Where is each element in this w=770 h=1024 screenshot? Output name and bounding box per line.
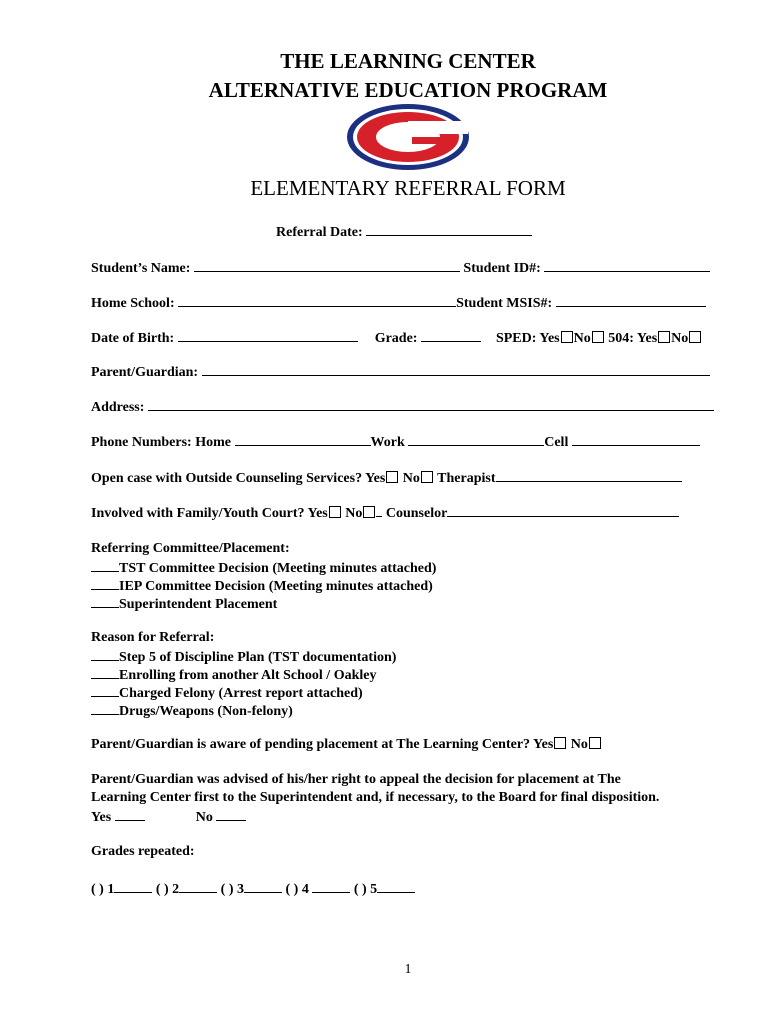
referral-date-row xyxy=(276,222,532,242)
committee-option-blank[interactable] xyxy=(91,594,119,608)
home-school-field[interactable] xyxy=(178,293,456,307)
grade-option-checkbox[interactable]: ( ) xyxy=(285,882,299,897)
advised-yes-field[interactable] xyxy=(115,807,145,821)
committee-option[interactable] xyxy=(91,558,436,578)
reason-option[interactable] xyxy=(91,665,376,685)
committee-option-label: IEP Committee Decision (Meeting minutes attached) xyxy=(119,579,433,594)
phone-cell-label: Cell xyxy=(544,435,569,450)
family-court-no-label: No xyxy=(345,506,363,521)
grade-option-label: 4 xyxy=(301,882,309,897)
sped-label: SPED: xyxy=(495,331,537,346)
grade-option-field[interactable] xyxy=(114,879,152,893)
grade-option-checkbox[interactable]: ( ) xyxy=(91,882,104,897)
student-msis-field[interactable] xyxy=(556,293,706,307)
grade-option-label: 2 xyxy=(172,882,180,897)
grades-row xyxy=(91,879,415,899)
committee-heading: Referring Committee/Placement: xyxy=(91,541,290,556)
committee-option[interactable] xyxy=(91,594,277,614)
address-field[interactable] xyxy=(148,397,714,411)
grade-option-label: 5 xyxy=(370,882,378,897)
referral-date-label: Referral Date: xyxy=(276,225,363,240)
phone-cell-field[interactable] xyxy=(572,432,700,446)
counselor-label: Counselor xyxy=(385,506,448,521)
504-no-label: No xyxy=(671,331,689,346)
aware-row xyxy=(91,736,602,754)
family-court-row xyxy=(91,503,679,523)
open-case-label: Open case with Outside Counseling Services? xyxy=(91,471,363,486)
parent-guardian-label: Parent/Guardian: xyxy=(91,365,199,380)
aware-no-checkbox[interactable] xyxy=(589,737,601,749)
parent-guardian-row xyxy=(91,362,710,382)
reason-option[interactable] xyxy=(91,647,396,667)
reason-option-blank[interactable] xyxy=(91,647,119,661)
sped-no-checkbox[interactable] xyxy=(592,331,604,343)
header-line-2: ALTERNATIVE EDUCATION PROGRAM xyxy=(208,78,608,102)
committee-option-blank[interactable] xyxy=(91,558,119,572)
grade-option-field[interactable] xyxy=(244,879,282,893)
form-title: ELEMENTARY REFERRAL FORM xyxy=(250,176,566,200)
school-logo xyxy=(346,103,470,171)
family-court-no-checkbox[interactable] xyxy=(363,506,375,518)
open-case-no-label: No xyxy=(402,471,420,486)
family-court-label: Involved with Family/Youth Court? xyxy=(91,506,305,521)
address-row xyxy=(91,397,714,417)
phone-work-label: Work xyxy=(370,435,405,450)
committee-option-label: Superintendent Placement xyxy=(119,597,278,612)
reason-option[interactable] xyxy=(91,683,363,703)
open-case-yes-label: Yes xyxy=(365,471,386,486)
open-case-yes-checkbox[interactable] xyxy=(386,471,398,483)
sped-no-label: No xyxy=(573,331,591,346)
referral-date-field[interactable] xyxy=(366,222,532,236)
phone-home-field[interactable] xyxy=(235,432,371,446)
header-line-1: THE LEARNING CENTER xyxy=(280,49,536,73)
home-school-row xyxy=(91,293,706,313)
reason-option-blank[interactable] xyxy=(91,683,119,697)
therapist-field[interactable] xyxy=(496,468,682,482)
grade-option-label: 1 xyxy=(107,882,115,897)
advised-line-1: Parent/Guardian was advised of his/her right to appeal the decision for placement at The xyxy=(91,772,621,787)
504-no-checkbox[interactable] xyxy=(689,331,701,343)
counselor-field[interactable] xyxy=(447,503,679,517)
grade-option-checkbox[interactable]: ( ) xyxy=(353,882,367,897)
reason-heading: Reason for Referral: xyxy=(91,630,215,645)
aware-yes-label: Yes xyxy=(533,737,554,752)
grade-option-field[interactable] xyxy=(179,879,217,893)
dob-label: Date of Birth: xyxy=(91,331,175,346)
student-id-field[interactable] xyxy=(544,258,710,272)
student-msis-label: Student MSIS#: xyxy=(456,296,553,311)
reason-option-label: Charged Felony (Arrest report attached) xyxy=(119,686,363,701)
grade-option-checkbox[interactable]: ( ) xyxy=(155,882,169,897)
advised-yes-label: Yes xyxy=(91,810,112,825)
open-case-row xyxy=(91,468,682,488)
student-name-field[interactable] xyxy=(194,258,460,272)
phone-numbers-row xyxy=(91,432,700,452)
parent-guardian-field[interactable] xyxy=(202,362,710,376)
student-name-row xyxy=(91,258,710,278)
advised-line-2: Learning Center first to the Superintendent and, if necessary, to the Board for final disposition. xyxy=(91,790,660,805)
reason-option-blank[interactable] xyxy=(91,701,119,715)
504-label: 504: xyxy=(608,331,634,346)
504-yes-checkbox[interactable] xyxy=(658,331,670,343)
page-number: 1 xyxy=(404,962,412,977)
grade-option-label: 3 xyxy=(236,882,244,897)
committee-option-blank[interactable] xyxy=(91,576,119,590)
address-label: Address: xyxy=(91,400,145,415)
504-yes-label: Yes xyxy=(636,331,658,346)
grade-field[interactable] xyxy=(421,328,481,342)
grade-label: Grade: xyxy=(374,331,418,346)
reason-option-blank[interactable] xyxy=(91,665,119,679)
phone-work-field[interactable] xyxy=(408,432,544,446)
sped-yes-checkbox[interactable] xyxy=(561,331,573,343)
home-school-label: Home School: xyxy=(91,296,175,311)
therapist-label: Therapist xyxy=(437,471,496,486)
dob-row xyxy=(91,328,702,348)
phone-home-label: Phone Numbers: Home xyxy=(91,435,231,450)
grade-option-checkbox[interactable]: ( ) xyxy=(220,882,234,897)
advised-no-field[interactable] xyxy=(216,807,246,821)
advised-answer-row xyxy=(91,807,246,827)
student-id-label: Student ID#: xyxy=(463,261,541,276)
committee-option[interactable] xyxy=(91,576,433,596)
grades-heading: Grades repeated: xyxy=(91,844,195,859)
aware-yes-checkbox[interactable] xyxy=(554,737,566,749)
family-court-yes-checkbox[interactable] xyxy=(329,506,341,518)
reason-option-label: Enrolling from another Alt School / Oakley xyxy=(119,668,377,683)
aware-no-label: No xyxy=(570,737,588,752)
open-case-no-checkbox[interactable] xyxy=(421,471,433,483)
advised-no-label: No xyxy=(195,810,213,825)
family-court-yes-label: Yes xyxy=(307,506,328,521)
grade-option-field[interactable] xyxy=(312,879,350,893)
reason-option-label: Drugs/Weapons (Non-felony) xyxy=(119,704,293,719)
reason-option-label: Step 5 of Discipline Plan (TST documentation) xyxy=(119,650,397,665)
grade-option-field[interactable] xyxy=(377,879,415,893)
sped-yes-label: Yes xyxy=(539,331,560,346)
student-name-label: Student’s Name: xyxy=(91,261,191,276)
dob-field[interactable] xyxy=(178,328,358,342)
reason-option[interactable] xyxy=(91,701,293,721)
committee-option-label: TST Committee Decision (Meeting minutes attached) xyxy=(119,561,437,576)
aware-label: Parent/Guardian is aware of pending placement at The Learning Center? xyxy=(91,737,531,752)
